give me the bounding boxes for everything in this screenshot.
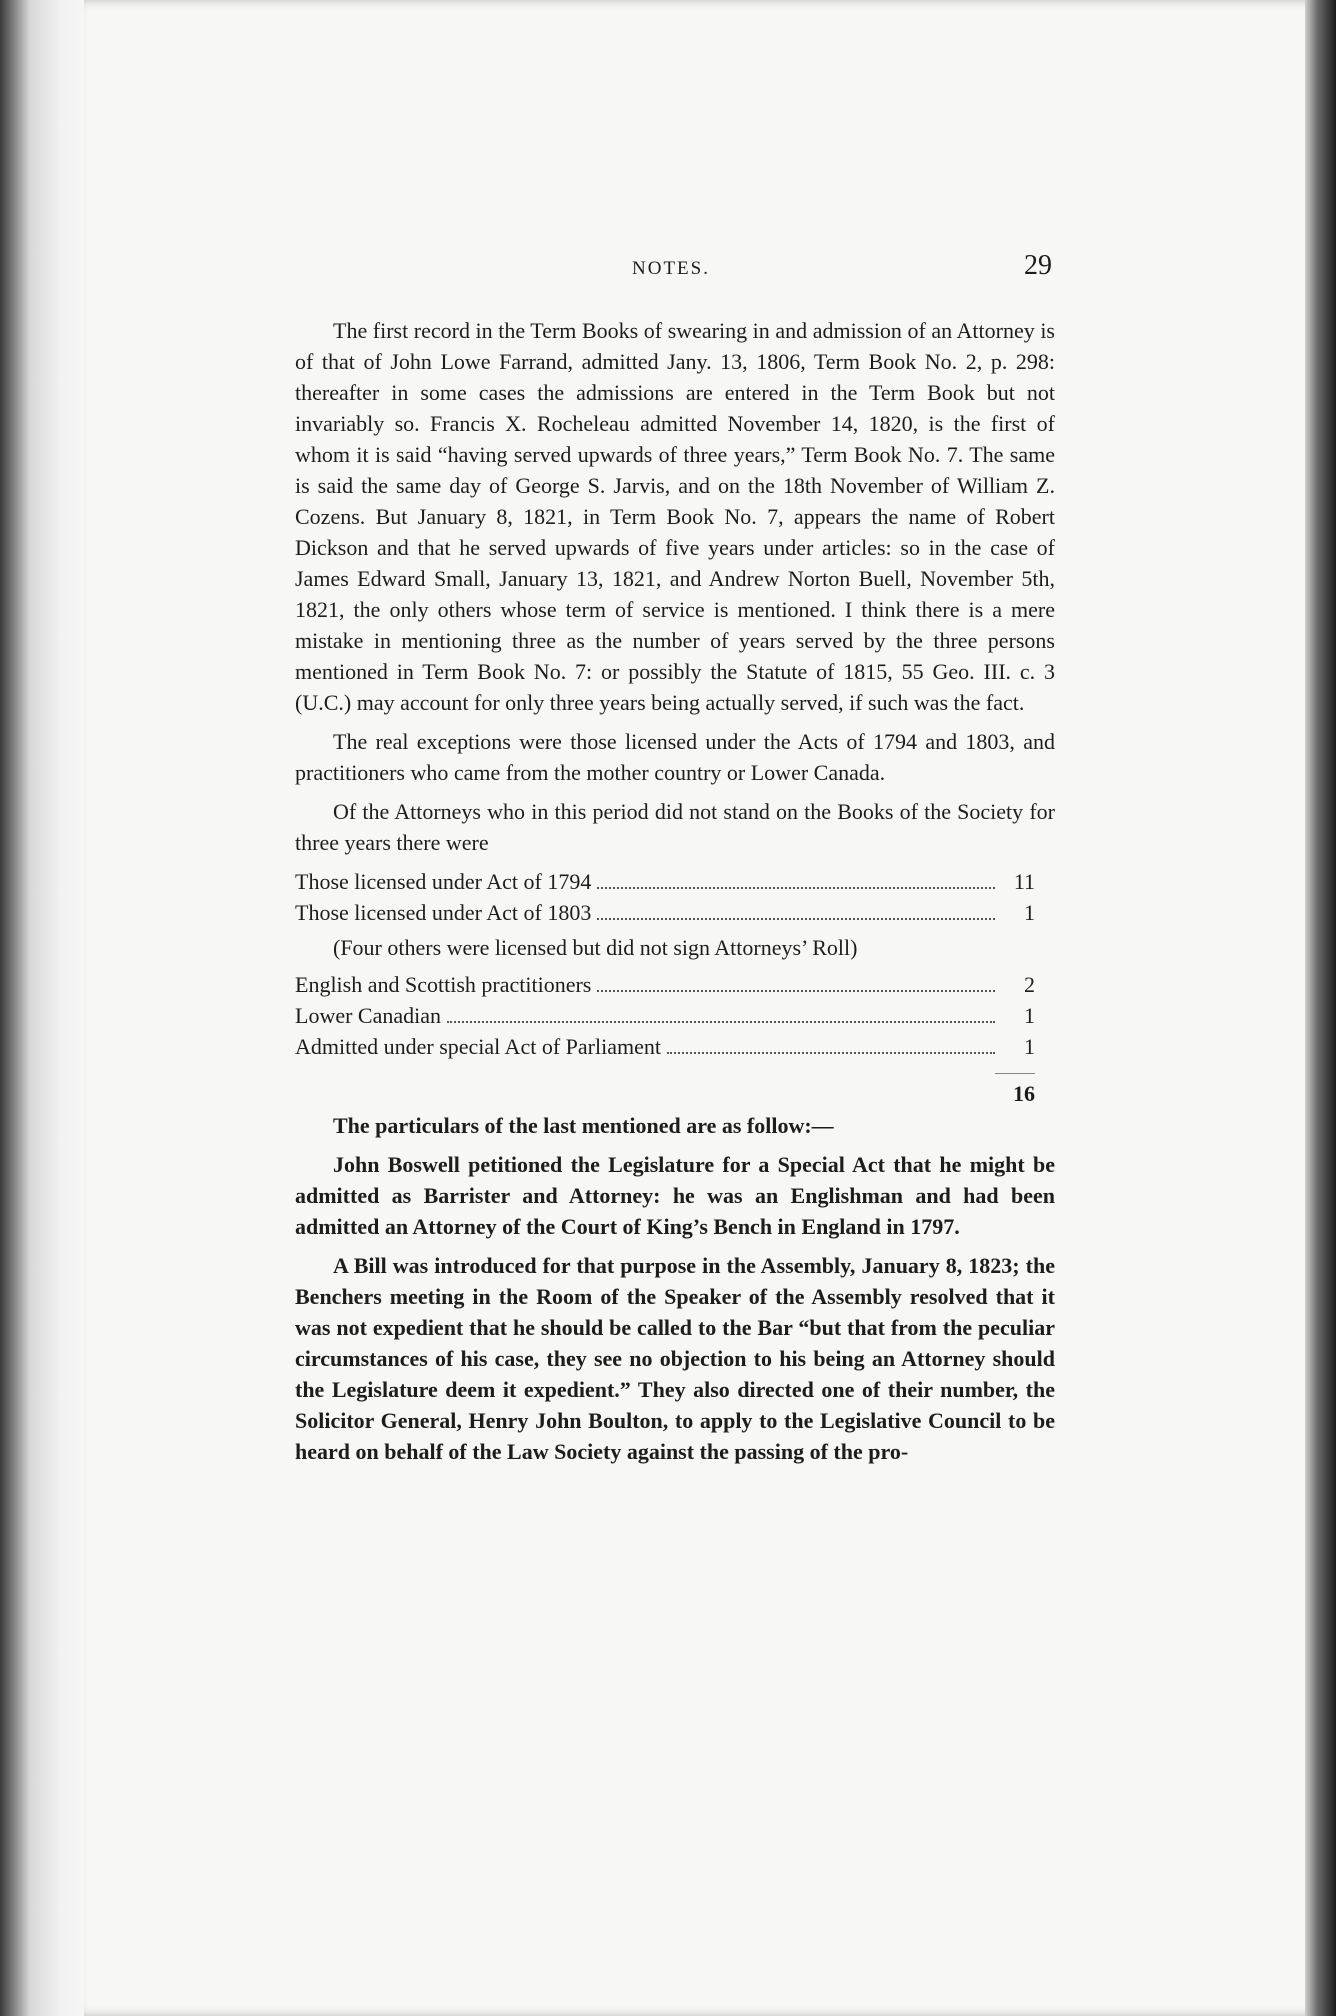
paragraph-attorneys-intro: Of the Attorneys who in this period did not stand on the Books of the Society for three years there were — [295, 799, 1055, 855]
leader-dots — [597, 990, 995, 992]
ledger-label: Admitted under special Act of Parliament — [295, 1034, 661, 1059]
leader-dots — [597, 887, 995, 889]
ledger-count: 2 — [1024, 972, 1035, 997]
ledger-total: 16 — [995, 1073, 1035, 1109]
page-body — [295, 315, 1055, 1475]
running-title: NOTES. — [632, 258, 710, 279]
ledger-row — [295, 866, 1035, 897]
attorney-count-table — [295, 866, 1035, 1110]
paragraph-term-books: The first record in the Term Books of swearing in and admission of an Attorney is of that of John Lowe Farrand, admitted Jany. 13, 1806, Term Book No. 2, p. 298: thereafter in some cases the admissions are entered in the Term Book but not invariably so. Francis X. Rocheleau admitted November 14, 1820, is the first of whom it is said “having served upwards of three years,” Term Book No. 7. The same is said the same day of George S. Jarvis, and on the 18th November of William Z. Cozens. But January 8, 1821, in Term Book No. 7, appears the name of Robert Dickson and that he served upwards of five years under articles: so in the case of James Edward Small, January 13, 1821, and Andrew Norton Buell, November 5th, 1821, the only others whose term of service is mentioned. I think there is a mere mistake in mentioning three as the number of years served by the three persons mentioned in Term Book No. 7: or possibly the Statute of 1815, 55 Geo. III. c. 3 (U.C.) may account for only three years being actually served, if such was the fact. — [295, 318, 1055, 715]
running-head — [290, 250, 1060, 290]
paragraph-bill-introduced: A Bill was introduced for that purpose in the Assembly, January 8, 1823; the Benchers meeting in the Room of the Speaker of the Assembly resolved that it was not expedient that he should be called to the Bar “but that from the peculiar circumstances of his case, they see no objection to his being an Attorney should the Legislature deem it expedient.” They also directed one of their number, the Solicitor General, Henry John Boulton, to apply to the Legislative Council to be heard on behalf of the Law Society against the passing of the pro- — [295, 1253, 1055, 1464]
ledger-total-row — [295, 1072, 1035, 1110]
ledger-label: Those licensed under Act of 1803 — [295, 900, 592, 925]
ledger-row — [295, 969, 1035, 1000]
ledger-label: Lower Canadian — [295, 1003, 441, 1028]
paragraph-real-exceptions: The real exceptions were those licensed under the Acts of 1794 and 1803, and practitioners who came from the mother country or Lower Canada. — [295, 729, 1055, 785]
page-number: 29 — [1024, 250, 1052, 281]
ledger-row — [295, 1031, 1035, 1062]
leader-dots — [447, 1021, 995, 1023]
ledger-spacer — [295, 1062, 1035, 1072]
page-edge-shadow — [1305, 0, 1336, 2016]
ledger-count: 1 — [1024, 1034, 1035, 1059]
ledger-label: Those licensed under Act of 1794 — [295, 869, 592, 894]
ledger-count: 1 — [1024, 900, 1035, 925]
paragraph-particulars: The particulars of the last mentioned are as follow:— — [333, 1113, 834, 1138]
ledger-note: (Four others were licensed but did not sign Attorneys’ Roll) — [333, 935, 858, 960]
bold-section — [295, 1110, 1055, 1467]
ledger-count: 11 — [1013, 869, 1035, 894]
ledger-count: 1 — [1024, 1003, 1035, 1028]
leader-dots — [597, 918, 995, 920]
book-gutter — [0, 0, 84, 2016]
ledger-row — [295, 897, 1035, 928]
paragraph-john-boswell: John Boswell petitioned the Legislature for a Special Act that he might be admitted as Barrister and Attorney: he was an Englishman and had been admitted an Attorney of the Court of King’s Bench in England in 1797. — [295, 1152, 1055, 1239]
leader-dots — [667, 1052, 995, 1054]
ledger-row — [295, 1000, 1035, 1031]
ledger-label: English and Scottish practitioners — [295, 972, 592, 997]
